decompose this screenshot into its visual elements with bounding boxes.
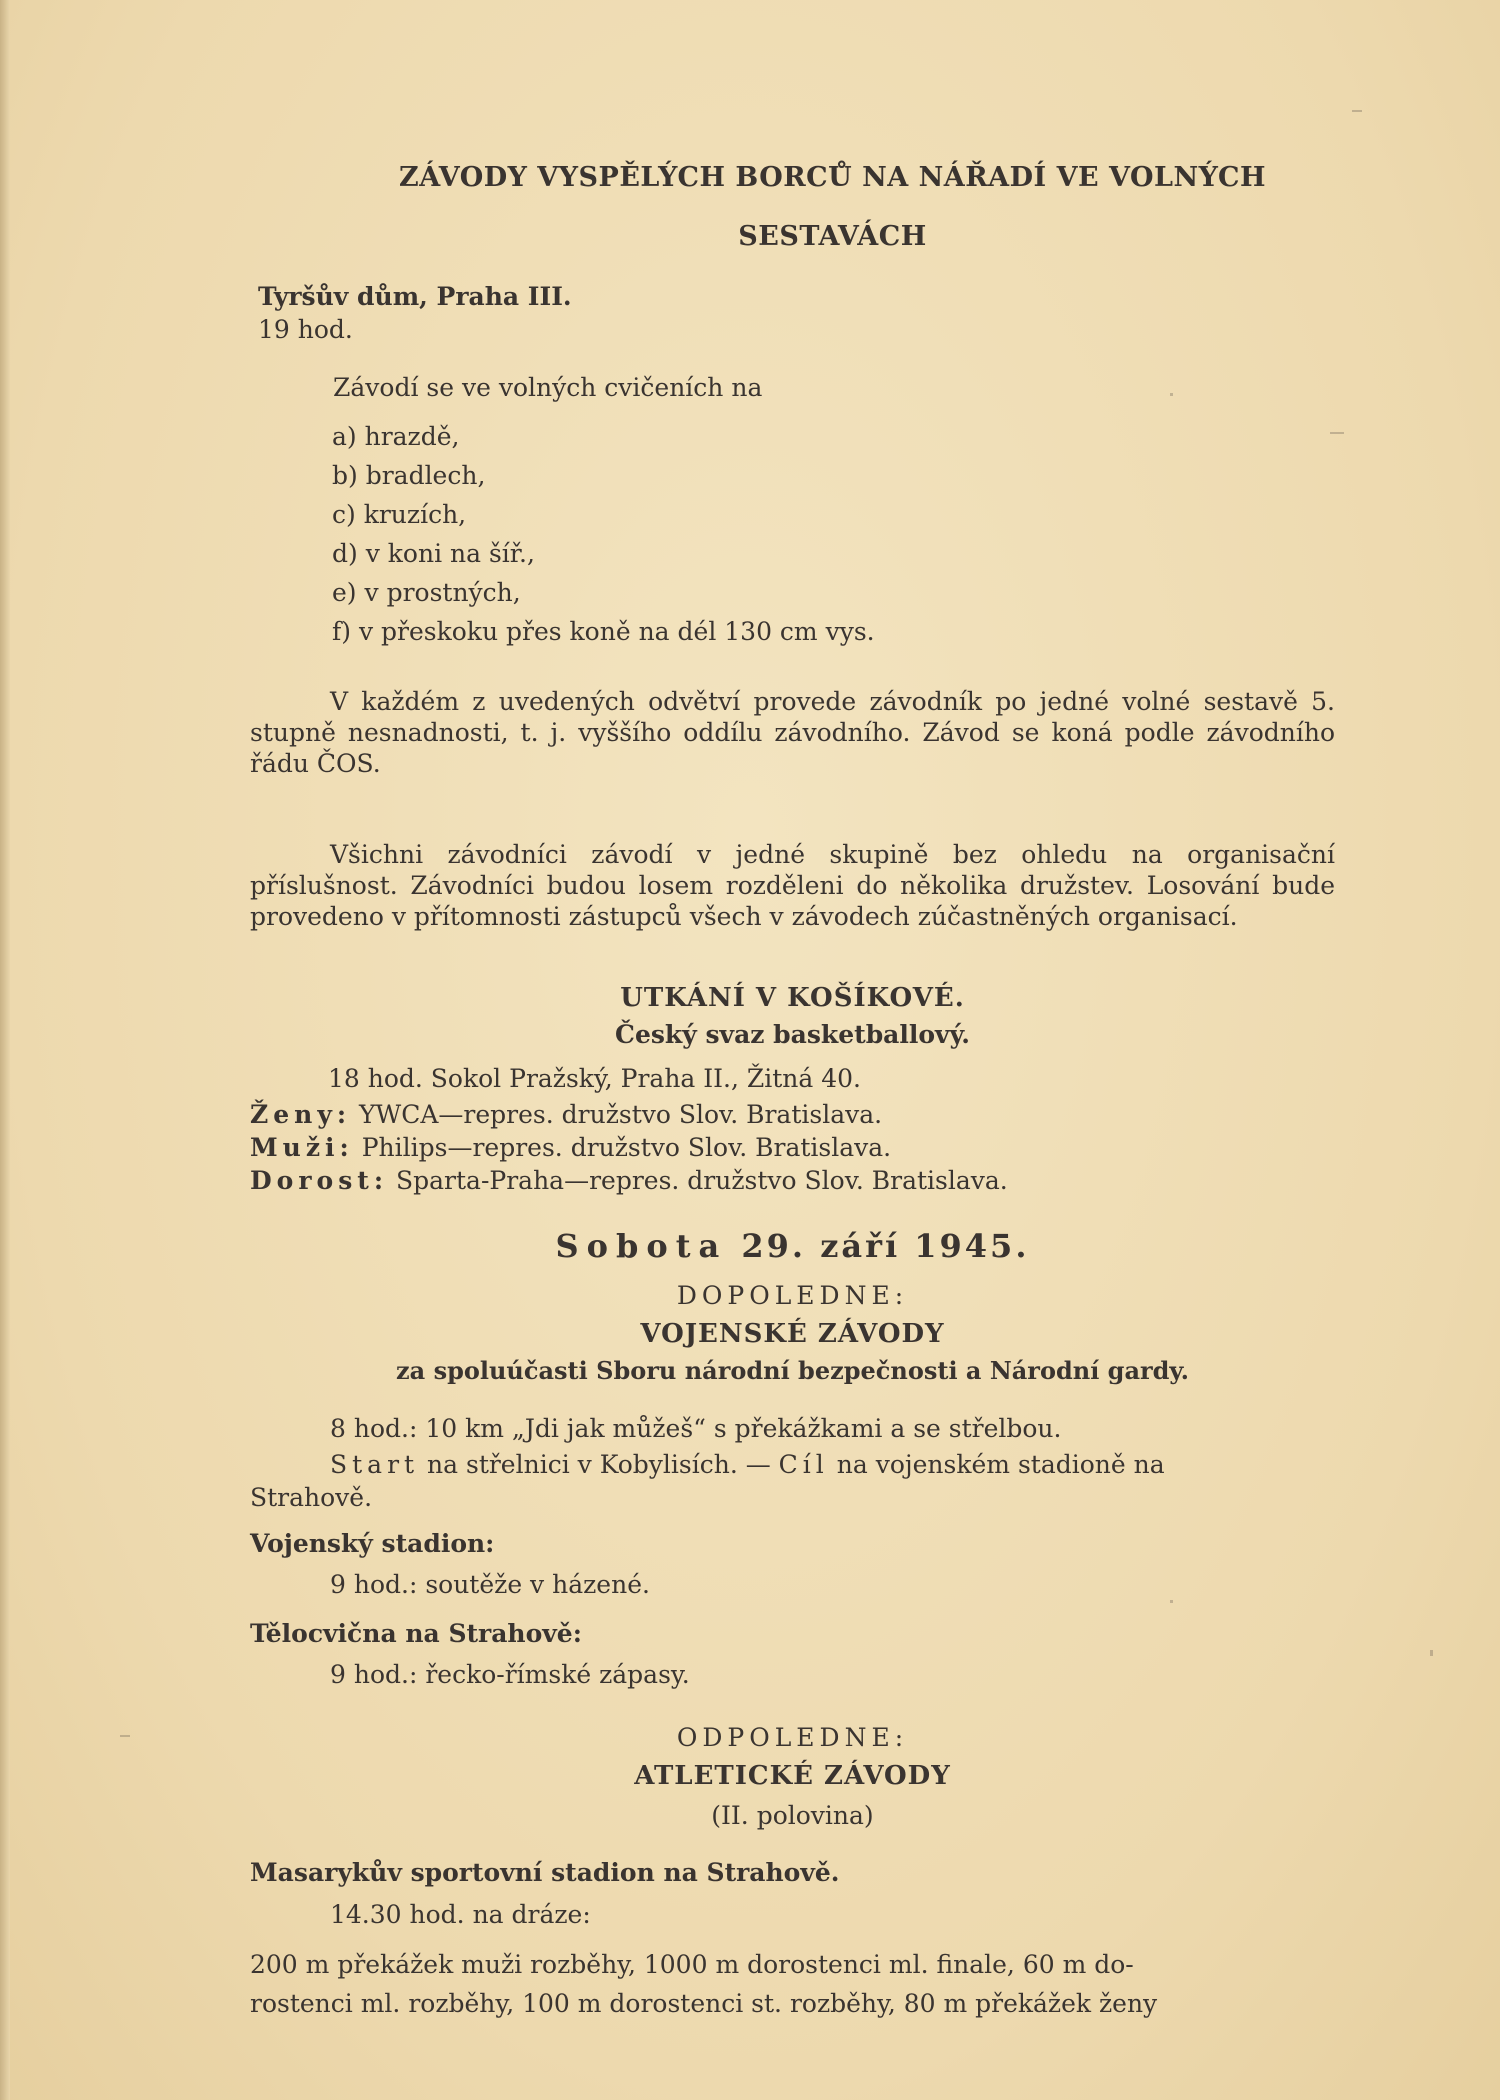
part-afternoon: ODPOLEDNE: — [676, 1723, 909, 1752]
section-title-gymnastics: ZÁVODY VYSPĚLÝCH BORCŮ NA NÁŘADÍ VE VOLNÝCH — [399, 162, 1266, 193]
page-edge — [0, 0, 10, 2100]
section-subtitle-basketball: Český svaz basketballový. — [615, 1020, 970, 1049]
match-men: Philips—repres. družstvo Slov. Bratislava. — [361, 1133, 892, 1162]
venue-masaryk-stadium: Masarykův sportovní stadion na Strahově. — [250, 1858, 840, 1887]
match-juniors: Sparta-Praha—repres. družstvo Slov. Bratislava. — [396, 1166, 1008, 1195]
paragraph-groups: Všichni závodníci závodí v jedné skupině bez ohledu na organisační příslušnost. Závodníci budou losem rozděleni do několika družstev. Losování bude provedeno v přítomnosti zástupců všech v závodech zúčastněných organisací. — [250, 840, 1335, 931]
section-subtitle-athletics: (II. polovina) — [711, 1801, 874, 1830]
start-time: 19 hod. — [258, 315, 353, 344]
finish-location: na vojenském stadioně na — [836, 1450, 1165, 1479]
document-body — [250, 135, 1335, 2023]
venue-gym-strahov: Tělocvična na Strahově: — [250, 1619, 582, 1648]
section-title-gymnastics-cont: SESTAVÁCH — [738, 221, 927, 252]
start-label: Start — [330, 1450, 420, 1479]
start-location: na střelnici v Kobylisích. — — [427, 1450, 771, 1479]
section-subtitle-military: za spoluúčasti Sboru národní bezpečnosti a Národní gardy. — [396, 1356, 1189, 1385]
label-men: Muži: — [250, 1133, 354, 1162]
section-title-military: VOJENSKÉ ZÁVODY — [640, 1319, 945, 1349]
track-events-line1: 200 m překážek muži rozběhy, 1000 m dorostenci ml. finale, 60 m do- — [250, 1950, 1134, 1979]
track-events-line2: rostenci ml. rozběhy, 100 m dorostenci st. rozběhy, 80 m překážek ženy — [250, 1989, 1158, 2018]
date-heading — [250, 1227, 1335, 1266]
date-weekday: Sobota — [555, 1227, 728, 1265]
military-event: 8 hod.: 10 km „Jdi jak můžeš“ s překážkami a se střelbou. — [330, 1414, 1062, 1443]
list-item: b) bradlech, — [332, 461, 486, 490]
section-title-athletics: ATLETICKÉ ZÁVODY — [634, 1761, 951, 1791]
paper-speck — [1352, 110, 1362, 112]
date-text: 29. září 1945. — [741, 1227, 1030, 1265]
match-women: YWCA—repres. družstvo Slov. Bratislava. — [359, 1100, 883, 1129]
venue-tyrs-house: Tyršův dům, Praha III. — [258, 282, 572, 311]
paper-speck — [120, 1735, 130, 1737]
wrestling-event: 9 hod.: řecko-římské zápasy. — [330, 1660, 690, 1689]
label-women: Ženy: — [250, 1100, 352, 1129]
finish-label: Cíl — [778, 1450, 829, 1479]
paragraph-rules: V každém z uvedených odvětví provede závodník po jedné volné sestavě 5. stupně nesnadnosti, t. j. vyššího oddílu závodního. Závod se koná podle závodního řádu ČOS. — [250, 687, 1335, 778]
handball-event: 9 hod.: soutěže v házené. — [330, 1570, 650, 1599]
list-item: e) v prostných, — [332, 578, 521, 607]
section-title-basketball: UTKÁNÍ V KOŠÍKOVÉ. — [620, 983, 965, 1013]
track-time: 14.30 hod. na dráze: — [330, 1900, 591, 1929]
list-item: c) kruzích, — [332, 500, 467, 529]
finish-location-cont: Strahově. — [250, 1483, 373, 1512]
intro-text: Závodí se ve volných cvičeních na — [333, 373, 763, 402]
list-item: a) hrazdě, — [332, 422, 460, 451]
list-item: f) v přeskoku přes koně na dél 130 cm vys. — [332, 617, 875, 646]
venue-military-stadium: Vojenský stadion: — [250, 1529, 495, 1558]
paper-speck — [1430, 1650, 1433, 1656]
list-item: d) v koni na šíř., — [332, 539, 535, 568]
label-juniors: Dorost: — [250, 1166, 389, 1195]
basketball-venue: 18 hod. Sokol Pražský, Praha II., Žitná 40. — [328, 1064, 861, 1093]
part-morning: DOPOLEDNE: — [676, 1281, 909, 1310]
